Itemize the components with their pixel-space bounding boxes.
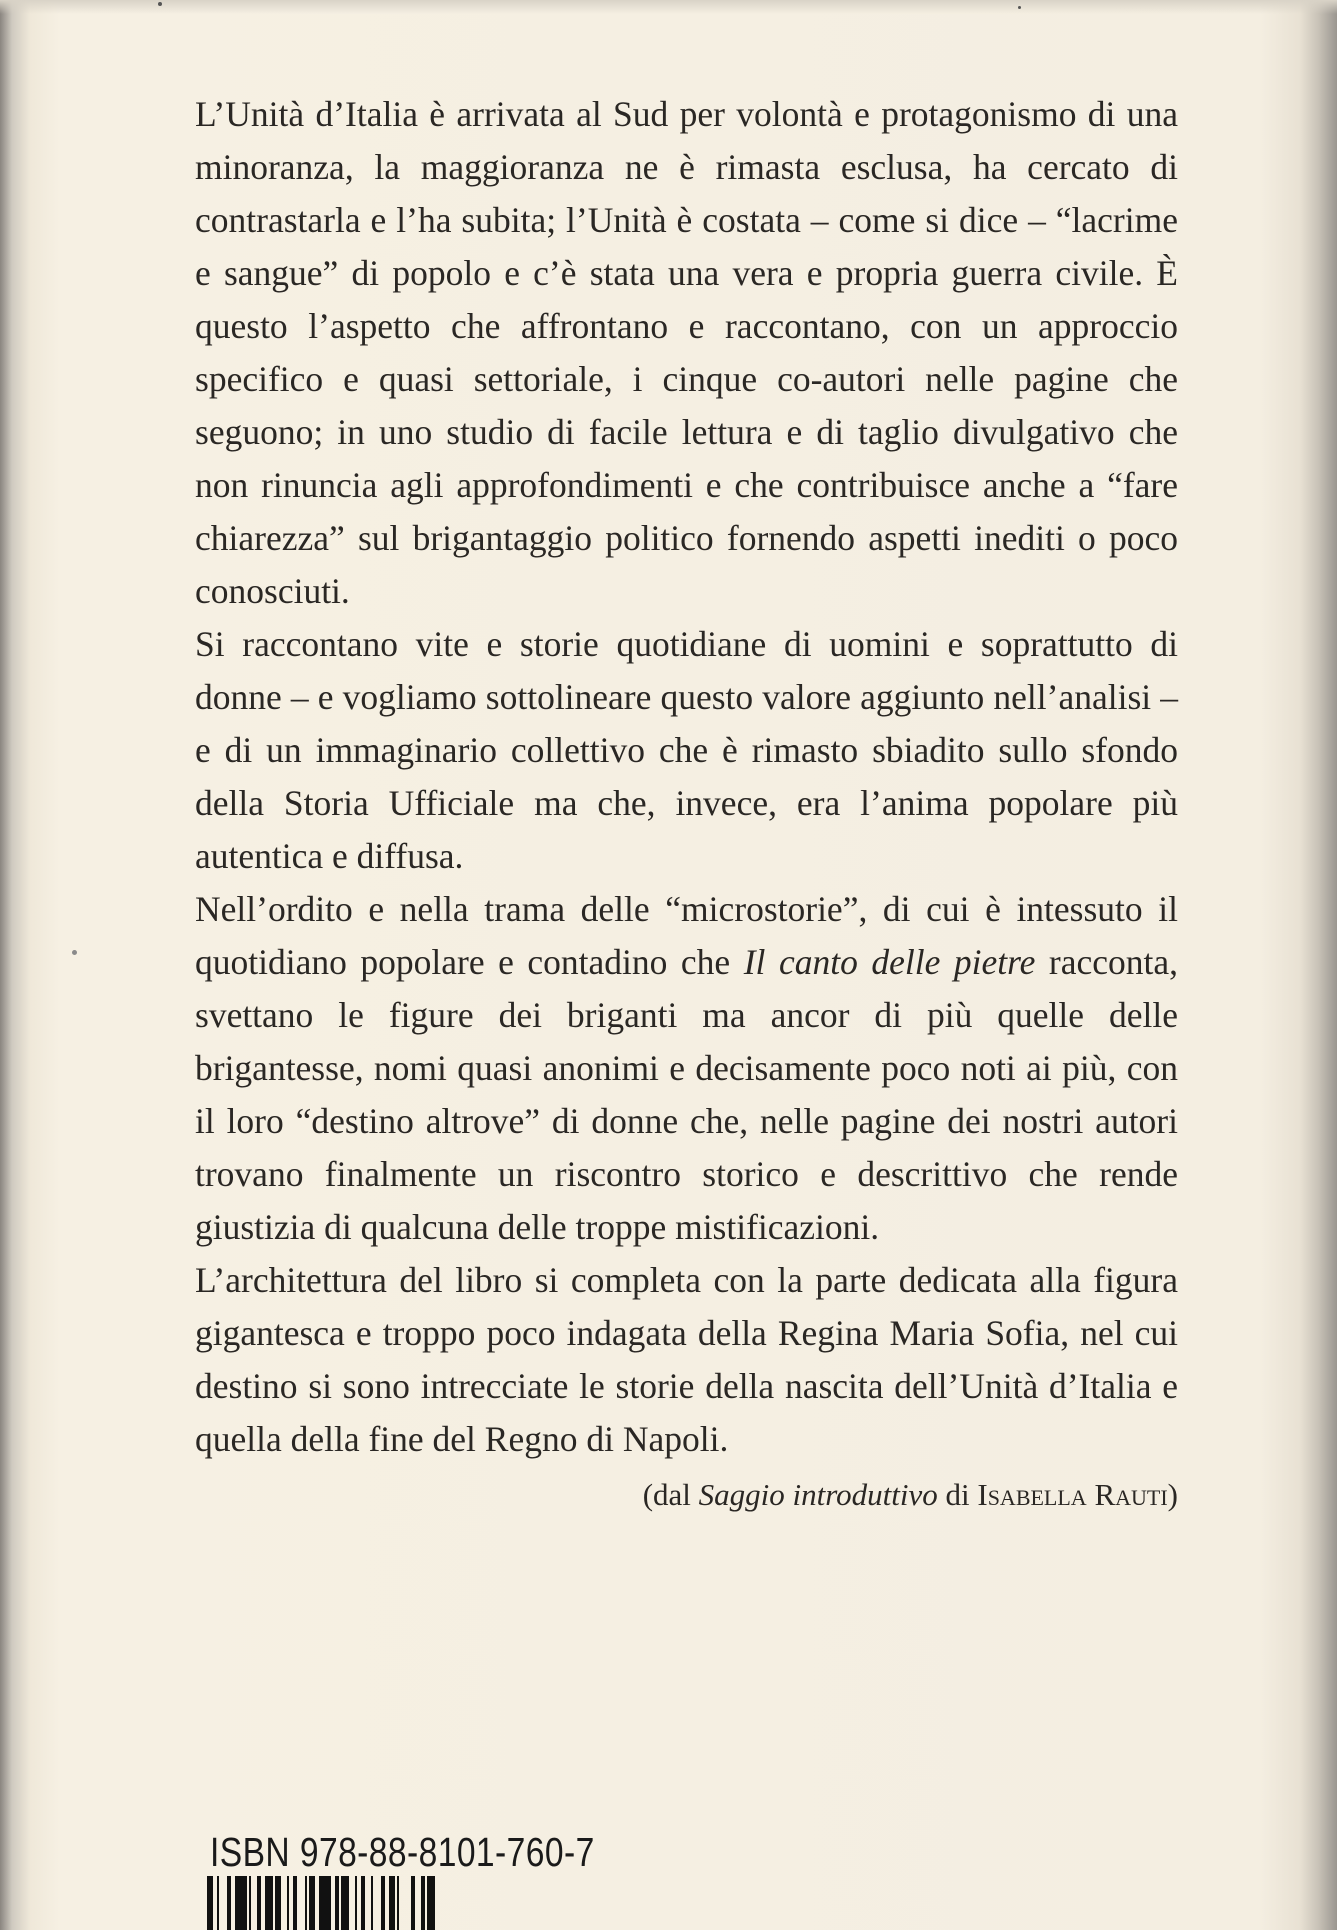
barcode-bar	[421, 1876, 425, 1930]
barcode	[207, 1876, 623, 1930]
paragraph-2: Si raccontano vite e storie quotidiane di uomini e soprattutto di donne – e vogliamo sottolineare questo valore aggiunto nell’analisi – e di un immaginario collettivo che è rimasto sbiadito sullo sfondo della Storia Ufficiale ma che, invece, era l’anima popolare più autentica e diffusa.	[195, 624, 1178, 876]
paragraph-1: L’Unità d’Italia è arrivata al Sud per volontà e protagonismo di una minoranza, la maggioranza ne è rimasta esclusa, ha cercato di contrastarla e l’ha subita; l’Unità è costata – come si dice – “lacrime e sangue” di popolo e c’è stata una vera e propria guerra civile. È questo l’aspetto che affrontano e raccontano, con un approccio specifico e quasi settoriale, i cinque co-autori nelle pagine che seguono; in uno studio di facile lettura e di taglio divulgativo che non rinuncia agli approfondimenti e che contribuisce anche a “fare chiarezza” sul brigantaggio politico fornendo aspetti inediti o poco conosciuti.	[195, 94, 1178, 611]
barcode-bar	[265, 1876, 273, 1930]
attribution	[195, 1470, 1178, 1520]
barcode-bar	[389, 1876, 395, 1930]
barcode-bar	[217, 1876, 219, 1930]
attribution-suffix: )	[1167, 1477, 1178, 1512]
barcode-bar	[411, 1876, 415, 1930]
barcode-bar	[257, 1876, 261, 1930]
barcode-bar	[341, 1876, 349, 1930]
barcode-bar	[305, 1876, 307, 1930]
blurb-text	[195, 88, 1178, 1520]
barcode-bar	[227, 1876, 231, 1930]
barcode-bar	[309, 1876, 315, 1930]
barcode-bar	[335, 1876, 339, 1930]
paragraph-3	[195, 883, 1178, 1254]
barcode-bar	[397, 1876, 399, 1930]
paragraph-4: L’architettura del libro si completa con la parte dedicata alla figura gigantesca e troppo poco indagata della Regina Maria Sofia, nel cui destino si sono intrecciate le storie della nascita dell’Unità d’Italia e quella della fine del Regno di Napoli.	[195, 1260, 1178, 1459]
paragraph-3-before: Nell’ordito e nella trama delle “microstorie”, di cui è intessuto il quotidiano popolare e contadino che	[195, 889, 1178, 982]
barcode-bar	[355, 1876, 357, 1930]
dust-speck	[1018, 6, 1021, 9]
barcode-bar	[287, 1876, 289, 1930]
book-title: Il canto delle pietre	[743, 942, 1036, 982]
barcode-bar	[275, 1876, 281, 1930]
barcode-bar	[249, 1876, 251, 1930]
paragraph-3-after: racconta, svettano le figure dei briganti ma ancor di più quelle delle brigantesse, nomi quasi anonimi e decisamente poco noti ai più, con il loro “destino altrove” di donne che, nelle pagine dei nostri autori trovano finalmente un riscontro storico e descrittivo che rende giustizia di qualcuna delle troppe mistificazioni.	[195, 942, 1178, 1247]
barcode-bar	[235, 1876, 247, 1930]
top-edge-shadow	[0, 0, 1337, 14]
barcode-bar	[319, 1876, 331, 1930]
barcode-bar	[207, 1876, 213, 1930]
isbn-label: ISBN 978-88-8101-760-7	[210, 1829, 595, 1875]
attribution-work: Saggio introduttivo	[698, 1477, 938, 1512]
attribution-prefix: (dal	[642, 1477, 699, 1512]
dust-speck	[72, 950, 77, 955]
barcode-bar	[361, 1876, 365, 1930]
attribution-middle: di	[937, 1477, 978, 1512]
dust-speck	[158, 2, 162, 6]
barcode-bar	[381, 1876, 385, 1930]
barcode-bar	[371, 1876, 373, 1930]
barcode-bar	[293, 1876, 297, 1930]
attribution-author: Isabella Rauti	[977, 1477, 1168, 1512]
barcode-bar	[427, 1876, 435, 1930]
